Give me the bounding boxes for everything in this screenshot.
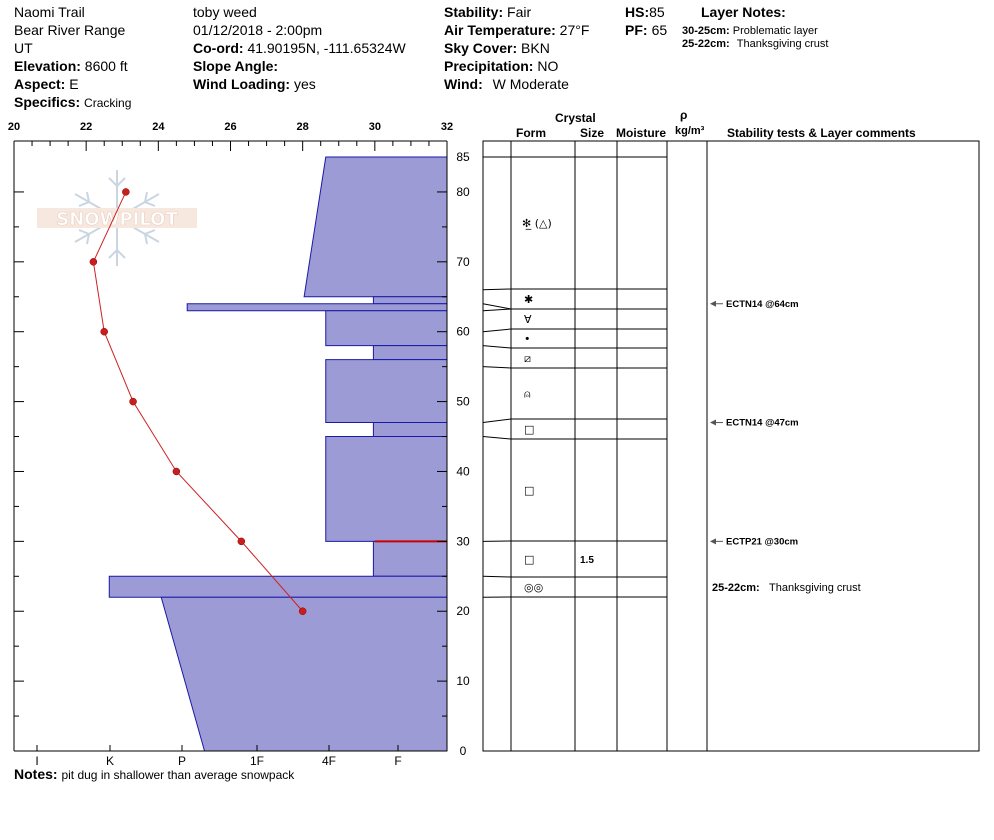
layer-comment-range: 25-22cm: bbox=[712, 582, 760, 594]
crystal-form-symbol: • bbox=[524, 332, 531, 346]
temp-tick-label: 24 bbox=[152, 121, 165, 133]
temp-tick-label: 22 bbox=[80, 121, 93, 133]
stability-arrow-head bbox=[710, 420, 716, 426]
logo-text: SNOWPILOT bbox=[56, 209, 178, 230]
stability-arrow-head bbox=[710, 538, 716, 544]
hardness-bar bbox=[373, 541, 447, 576]
elevation-value: 8600 ft bbox=[84, 58, 128, 74]
crystal-form-symbol: ⧄ bbox=[524, 352, 531, 365]
moisture-header: Moisture bbox=[616, 126, 667, 140]
state: UT bbox=[14, 40, 33, 56]
precip-label: Precipitation: bbox=[444, 58, 534, 74]
hardness-tick-label: P bbox=[177, 754, 187, 768]
location-name: Naomi Trail bbox=[14, 4, 85, 20]
crystal-form-symbol: □ bbox=[524, 423, 535, 436]
form-header: Form bbox=[516, 126, 546, 140]
temperature-point bbox=[90, 258, 97, 265]
notes-label: Notes: bbox=[14, 766, 58, 782]
stability-test-label: ECTP21 @30cm bbox=[726, 536, 799, 548]
elevation-label: Elevation: bbox=[14, 58, 81, 74]
temperature-point bbox=[238, 538, 245, 545]
depth-tick-label: 60 bbox=[456, 324, 470, 339]
layer-notes-title: Layer Notes: bbox=[701, 4, 786, 20]
layer-comment-text: Thanksgiving crust bbox=[769, 582, 861, 594]
specifics-label: Specifics: bbox=[14, 94, 81, 110]
layer-connector bbox=[483, 309, 511, 311]
hardness-bar bbox=[373, 423, 447, 437]
hardness-bar bbox=[304, 157, 447, 297]
depth-tick-label: 40 bbox=[456, 464, 470, 479]
crystal-form-symbol: □ bbox=[524, 553, 535, 566]
temp-tick-label: 32 bbox=[440, 121, 454, 133]
crystal-form-symbol: ∀ bbox=[524, 313, 532, 326]
air-temp-label: Air Temperature: bbox=[444, 22, 556, 38]
layer-connector bbox=[483, 346, 511, 348]
hardness-bar bbox=[373, 297, 447, 304]
temp-tick-label: 30 bbox=[368, 121, 381, 133]
layer-note-range: 30-25cm: bbox=[682, 25, 730, 37]
table-frame bbox=[483, 141, 979, 751]
hardness-bar bbox=[161, 597, 447, 751]
hardness-tick-label: I bbox=[35, 754, 39, 768]
mountain-range: Bear River Range bbox=[14, 22, 126, 38]
layer-connector bbox=[483, 367, 511, 368]
coord-label: Co-ord: bbox=[193, 40, 244, 56]
crystal-size: 1.5 bbox=[580, 555, 594, 566]
observer: toby weed bbox=[193, 4, 257, 20]
notes-text: pit dug in shallower than average snowpack bbox=[61, 768, 295, 782]
depth-tick-label: 20 bbox=[456, 604, 470, 619]
temperature-point bbox=[173, 468, 180, 475]
hardness-tick-label: 4F bbox=[321, 754, 337, 768]
layer-table bbox=[483, 141, 979, 751]
layer-note-text: Thanksgiving crust bbox=[736, 38, 829, 50]
stability-value: Fair bbox=[507, 4, 532, 20]
layer-connector bbox=[483, 304, 511, 309]
hardness-bar bbox=[326, 437, 447, 542]
hs-value: 85 bbox=[649, 4, 665, 20]
hardness-bar bbox=[187, 304, 447, 311]
pf-value: 65 bbox=[651, 22, 668, 38]
stability-test-label: ECTN14 @47cm bbox=[726, 417, 799, 429]
crystal-form-symbol: ◎◎ bbox=[524, 581, 544, 594]
snowpilot-logo bbox=[37, 170, 197, 266]
hardness-bar bbox=[109, 576, 447, 597]
layer-connector bbox=[483, 329, 511, 332]
crystal-form-symbol: □ bbox=[524, 484, 535, 497]
pf-label: PF: bbox=[625, 22, 648, 38]
specifics-value: Cracking bbox=[84, 96, 132, 110]
temperature-line bbox=[93, 192, 302, 611]
stability-label: Stability: bbox=[444, 4, 504, 20]
density-unit-header: kg/m³ bbox=[675, 125, 705, 137]
hardness-tick-label: F bbox=[394, 754, 402, 768]
hs-label: HS: bbox=[625, 4, 650, 20]
depth-tick-label: 0 bbox=[459, 744, 467, 758]
temperature-point bbox=[130, 398, 137, 405]
wind-value: W Moderate bbox=[492, 76, 569, 92]
wind-loading-value: yes bbox=[293, 76, 316, 92]
crystal-form-symbol: ✻̲ (△) bbox=[522, 217, 552, 230]
hardness-tick-label: 1F bbox=[249, 754, 265, 768]
stability-header: Stability tests & Layer comments bbox=[727, 126, 916, 140]
layer-note-text: Problematic layer bbox=[732, 25, 818, 37]
wind-loading-label: Wind Loading: bbox=[193, 76, 291, 92]
crystal-form-symbol: ⍝ bbox=[524, 387, 531, 401]
rho-header: ρ bbox=[680, 108, 688, 122]
layer-note-range: 25-22cm: bbox=[682, 38, 730, 50]
sky-value: BKN bbox=[521, 40, 550, 56]
coord-value: 41.90195N, -111.65324W bbox=[247, 40, 406, 56]
hardness-tick-label: K bbox=[105, 754, 115, 768]
hardness-bar bbox=[373, 346, 447, 360]
slope-label: Slope Angle: bbox=[193, 58, 279, 74]
temp-tick-label: 20 bbox=[7, 121, 21, 133]
temp-tick-label: 28 bbox=[296, 121, 309, 133]
depth-tick-label: 50 bbox=[456, 394, 470, 409]
wind-label: Wind: bbox=[444, 76, 483, 92]
stability-arrow-head bbox=[710, 301, 716, 307]
air-temp-value: 27°F bbox=[559, 22, 590, 38]
stability-test-label: ECTN14 @64cm bbox=[726, 298, 799, 310]
datetime: 01/12/2018 - 2:00pm bbox=[193, 22, 323, 38]
depth-tick-label: 80 bbox=[456, 184, 470, 199]
size-header: Size bbox=[580, 126, 605, 140]
depth-tick-label: 85 bbox=[456, 150, 470, 164]
layer-connector bbox=[483, 419, 511, 423]
temperature-point bbox=[299, 608, 306, 615]
depth-tick-label: 10 bbox=[456, 674, 470, 689]
temperature-point bbox=[101, 328, 108, 335]
depth-tick-label: 30 bbox=[456, 534, 470, 549]
precip-value: NO bbox=[537, 58, 559, 74]
crystal-form-symbol: ✱ bbox=[524, 293, 534, 306]
aspect-label: Aspect: bbox=[14, 76, 66, 92]
layer-connector bbox=[483, 437, 511, 439]
crystal-header: Crystal bbox=[555, 111, 596, 125]
temperature-point bbox=[122, 188, 129, 195]
hardness-bar bbox=[326, 360, 447, 423]
depth-tick-label: 70 bbox=[456, 254, 470, 269]
layer-connector bbox=[483, 576, 511, 577]
aspect-value: E bbox=[69, 76, 79, 92]
hardness-bar bbox=[326, 311, 447, 346]
sky-label: Sky Cover: bbox=[444, 40, 518, 56]
temp-tick-label: 26 bbox=[224, 121, 237, 133]
layer-connector bbox=[483, 289, 511, 290]
